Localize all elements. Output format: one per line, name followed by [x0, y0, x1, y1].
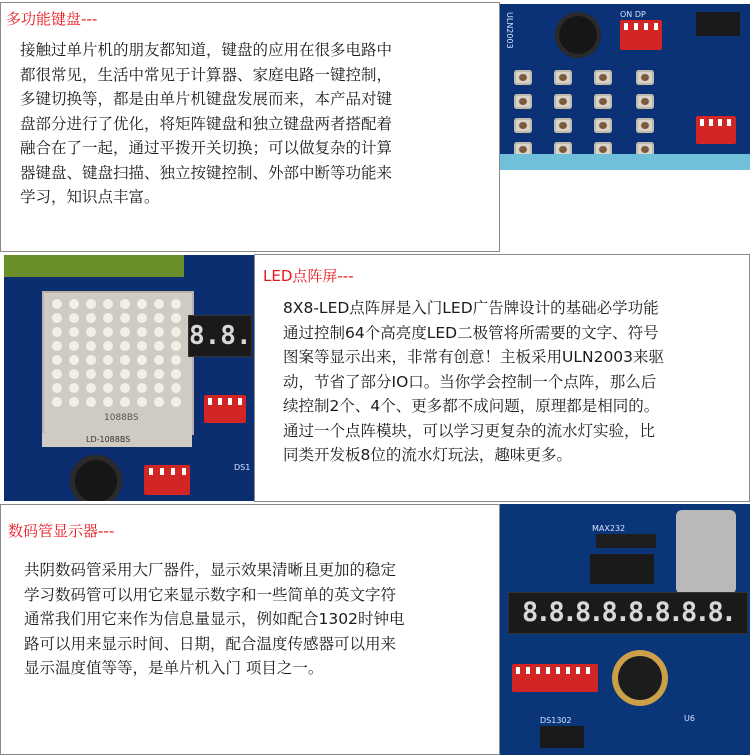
- section-keyboard-text: [20, 38, 392, 210]
- dip-switch-eight: [512, 664, 598, 692]
- led-dot: [137, 327, 147, 337]
- led-dot: [120, 369, 130, 379]
- u6-label: U6: [684, 714, 695, 723]
- led-dot: [103, 369, 113, 379]
- seg-display-photo: [500, 504, 750, 755]
- dip-switch-mid: [204, 395, 246, 423]
- led-dot: [171, 327, 181, 337]
- led-dot: [171, 397, 181, 407]
- dip-on-label: ON DP: [620, 10, 646, 19]
- ds1-label: DS1: [234, 463, 251, 472]
- text-line: 都很常见，生活中常见于计算器、家庭电路一键控制，: [20, 65, 393, 84]
- led-dot: [86, 299, 96, 309]
- text-line: 8X8-LED点阵屏是入门LED广告牌设计的基础必学功能: [283, 299, 659, 317]
- led-dot: [52, 383, 62, 393]
- text-line: 多键切换等，都是由单片机键盘发展而来，本产品对键: [20, 90, 393, 108]
- led-dot: [137, 313, 147, 323]
- led-dot: [120, 397, 130, 407]
- led-dot: [103, 313, 113, 323]
- led-dot: [171, 341, 181, 351]
- dip-switch-bottom: [144, 465, 190, 495]
- led-matrix-module: [42, 291, 194, 435]
- eight-digit-seg-display: 8.8.8.8.8.8.8.8.: [508, 592, 748, 634]
- text-line: 续控制2个、4个、更多都不成问题，原理都是相同的。: [283, 397, 660, 415]
- led-dot: [52, 355, 62, 365]
- led-dot: [171, 299, 181, 309]
- led-dot: [69, 355, 79, 365]
- text-line: 通过控制64个高亮度LED二极管将所需要的文字、符号: [283, 323, 659, 342]
- section-led-title: LED点阵屏---: [263, 267, 354, 285]
- text-line: 图案等显示出来，非常有创意！主板采用ULN2003来驱: [283, 348, 665, 366]
- led-dot: [69, 383, 79, 393]
- led-dot: [103, 327, 113, 337]
- led-dot: [69, 313, 79, 323]
- led-dot: [171, 383, 181, 393]
- led-dot: [69, 299, 79, 309]
- matrix-label-bar: [42, 433, 192, 447]
- led-dot: [137, 355, 147, 365]
- led-dot: [154, 369, 164, 379]
- section-led-text: [283, 296, 664, 468]
- led-dot: [52, 369, 62, 379]
- led-dot: [154, 355, 164, 365]
- led-dot: [137, 299, 147, 309]
- led-matrix-photo: [4, 255, 254, 501]
- led-dot: [171, 369, 181, 379]
- led-dot: [171, 355, 181, 365]
- text-line: 路可以用来显示时间、日期，配合温度传感器可以用来: [24, 634, 397, 653]
- buzzer-image: [70, 455, 122, 501]
- led-dot: [154, 299, 164, 309]
- led-dot: [120, 327, 130, 337]
- text-line: 通常我们用它来作为信息量显示，例如配合1302时钟电: [24, 610, 405, 628]
- led-dot: [137, 383, 147, 393]
- section-keyboard-title: 多功能键盘---: [6, 10, 98, 28]
- text-line: 接触过单片机的朋友都知道，键盘的应用在很多电路中: [20, 41, 393, 59]
- ds1302-chip: [540, 726, 584, 748]
- led-dot: [154, 383, 164, 393]
- keyboard-board-photo: [500, 4, 750, 170]
- led-dot: [103, 397, 113, 407]
- max232-chip: [590, 554, 654, 584]
- text-line: 共阴数码管采用大厂器件，显示效果清晰且更加的稳定: [24, 561, 397, 579]
- text-line: 同类开发板8位的流水灯玩法，趣味更多。: [283, 446, 572, 464]
- led-dot: [137, 397, 147, 407]
- led-dot: [154, 327, 164, 337]
- led-dot-grid: [48, 297, 188, 413]
- buzzer-image: [555, 12, 601, 58]
- section-seg-text: [24, 558, 404, 681]
- small-seg-display: 8.8.: [188, 315, 252, 357]
- text-line: 通过一个点阵模块，可以学习更复杂的流水灯实验，比: [283, 421, 656, 440]
- battery-holder: [612, 650, 668, 706]
- led-dot: [69, 327, 79, 337]
- led-dot: [86, 383, 96, 393]
- text-line: 学习，知识点丰富。: [20, 188, 160, 206]
- led-dot: [103, 355, 113, 365]
- uln-chip-label: ULN2003: [505, 12, 514, 49]
- matrix-silk-label: LD-1088BS: [86, 435, 131, 444]
- led-dot: [103, 299, 113, 309]
- text-line: 盘部分进行了优化，将矩阵键盘和独立键盘两者搭配着: [20, 114, 393, 133]
- led-dot: [86, 341, 96, 351]
- led-dot: [86, 369, 96, 379]
- led-dot: [69, 369, 79, 379]
- led-dot: [103, 383, 113, 393]
- led-dot: [154, 313, 164, 323]
- led-dot: [120, 355, 130, 365]
- led-dot: [86, 355, 96, 365]
- matrix-model-label: 1088BS: [104, 413, 139, 423]
- dip-switch-top: [620, 20, 662, 50]
- led-dot: [52, 327, 62, 337]
- led-dot: [120, 341, 130, 351]
- led-dot: [52, 341, 62, 351]
- led-dot: [69, 341, 79, 351]
- led-dot: [52, 299, 62, 309]
- led-dot: [120, 313, 130, 323]
- led-dot: [52, 313, 62, 323]
- board-edge: [500, 154, 750, 170]
- led-dot: [137, 341, 147, 351]
- led-dot: [86, 313, 96, 323]
- led-dot: [154, 397, 164, 407]
- led-dot: [69, 397, 79, 407]
- serial-port: [676, 510, 736, 594]
- led-dot: [154, 341, 164, 351]
- green-pcb-edge: [4, 255, 184, 277]
- pin-header: [596, 534, 656, 548]
- text-line: 融合在了一起，通过平拨开关切换；可以做复杂的计算: [20, 139, 393, 157]
- led-dot: [120, 299, 130, 309]
- led-dot: [137, 369, 147, 379]
- chip-image: [696, 12, 740, 36]
- text-line: 器键盘、键盘扫描、独立按键控制、外部中断等功能来: [20, 163, 393, 182]
- section-seg-title: 数码管显示器---: [8, 522, 115, 540]
- max232-label: MAX232: [592, 524, 626, 533]
- led-dot: [171, 313, 181, 323]
- text-line: 动，节省了部分IO口。当你学会控制一个点阵，那么后: [283, 372, 657, 391]
- ds1302-label: DS1302: [540, 716, 572, 725]
- text-line: 显示温度值等等，是单片机入门 项目之一。: [24, 659, 324, 677]
- text-line: 学习数码管可以用它来显示数字和一些简单的英文字符: [24, 585, 397, 604]
- led-dot: [52, 397, 62, 407]
- led-dot: [120, 383, 130, 393]
- dip-switch-right: [696, 116, 736, 144]
- led-dot: [86, 327, 96, 337]
- led-dot: [103, 341, 113, 351]
- led-dot: [86, 397, 96, 407]
